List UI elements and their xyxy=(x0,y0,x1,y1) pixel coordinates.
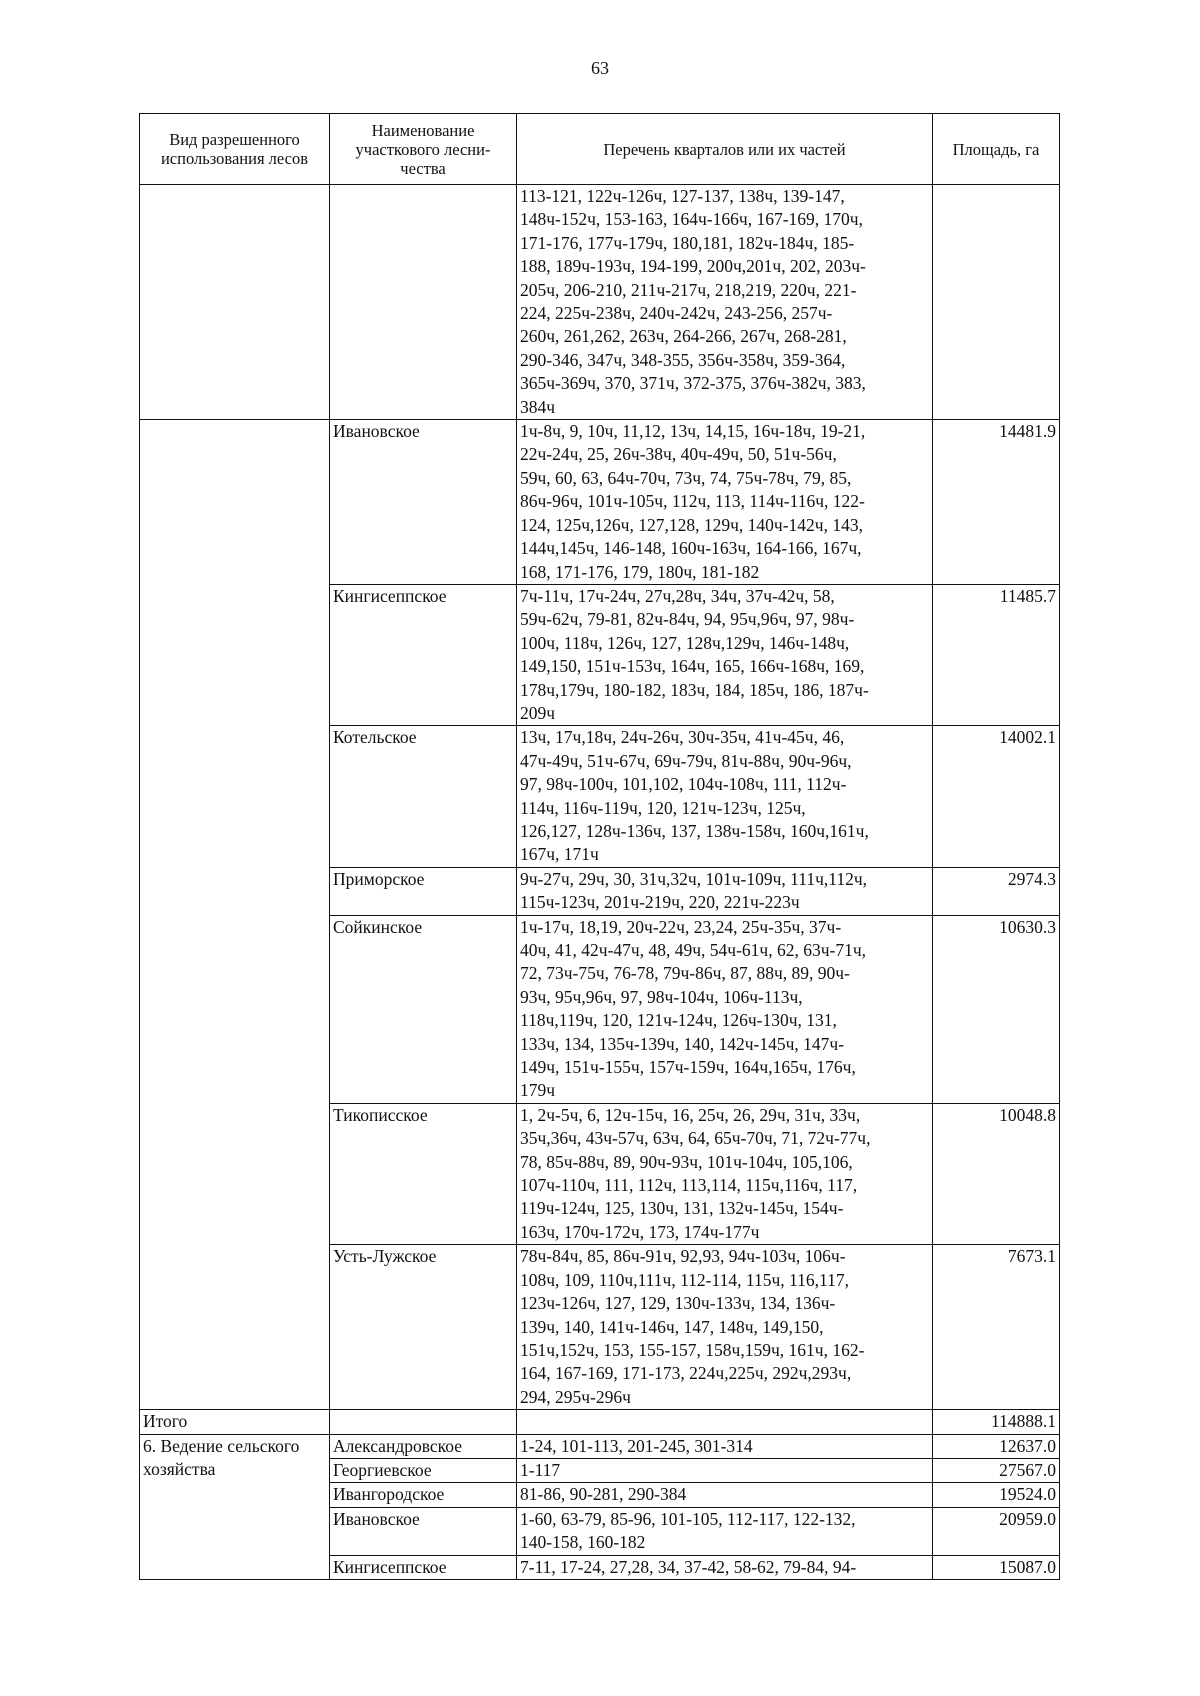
quarters-line: 113-121, 122ч-126ч, 127-137, 138ч, 139-147, xyxy=(520,186,845,206)
quarters-line: 126,127, 128ч-136ч, 137, 138ч-158ч, 160ч,161ч, xyxy=(520,820,869,841)
page-number: 63 xyxy=(591,58,609,78)
quarters-line: 140-158, 160-182 xyxy=(520,1532,646,1553)
quarters-line: 179ч xyxy=(520,1080,556,1101)
quarters-line: 164, 167-169, 171-173, 224ч,225ч, 292ч,293ч, xyxy=(520,1363,852,1384)
forest-quarters-table xyxy=(139,113,1060,1580)
quarters-line: 209ч xyxy=(520,702,556,723)
quarters-cell xyxy=(517,1555,933,1579)
quarters-line: 86ч-96ч, 101ч-105ч, 112ч, 113, 114ч-116ч, 122- xyxy=(520,491,865,512)
quarters-line: 384ч xyxy=(520,396,556,417)
quarters-cell xyxy=(517,1103,933,1244)
quarters-line: 1ч-17ч, 18,19, 20ч-22ч, 23,24, 25ч-35ч, 37ч- xyxy=(520,916,842,937)
quarters-line: 115ч-123ч, 201ч-219ч, 220, 221ч-223ч xyxy=(520,892,800,913)
total-label: Итого xyxy=(140,1410,330,1434)
quarters-line: 59ч, 60, 63, 64ч-70ч, 73ч, 74, 75ч-78ч, 79, 85, xyxy=(520,467,852,488)
header-use-type: Вид разрешенного использования лесов xyxy=(140,114,330,185)
total-row xyxy=(140,1410,1060,1434)
area-cell xyxy=(933,185,1060,420)
quarters-line: 22ч-24ч, 25, 26ч-38ч, 40ч-49ч, 50, 51ч-56ч, xyxy=(520,444,837,465)
table-row xyxy=(140,420,1060,585)
quarters-line: 107ч-110ч, 111, 112ч, 113,114, 115ч,116ч, 117, xyxy=(520,1175,858,1196)
district-cell: Ивангородское xyxy=(330,1483,517,1507)
quarters-line: 168, 171-176, 179, 180ч, 181-182 xyxy=(520,561,760,582)
quarters-line: 7ч-11ч, 17ч-24ч, 27ч,28ч, 34ч, 37ч-42ч, 58, xyxy=(520,585,835,606)
quarters-line: 1-60, 63-79, 85-96, 101-105, 112-117, 122-132, xyxy=(520,1508,856,1529)
district-cell: Ивановское xyxy=(330,1507,517,1555)
district-cell: Тикописское xyxy=(330,1103,517,1244)
quarters-line: 163ч, 170ч-172ч, 173, 174ч-177ч xyxy=(520,1221,760,1242)
quarters-line: 97, 98ч-100ч, 101,102, 104ч-108ч, 111, 112ч- xyxy=(520,774,847,795)
table-header-row xyxy=(140,114,1060,185)
quarters-line: 167ч, 171ч xyxy=(520,844,599,865)
quarters-line: 59ч-62ч, 79-81, 82ч-84ч, 94, 95ч,96ч, 97, 98ч- xyxy=(520,609,855,630)
quarters-cell xyxy=(517,915,933,1103)
quarters-cell xyxy=(517,1245,933,1410)
quarters-line: 7-11, 17-24, 27,28, 34, 37-42, 58-62, 79-84, 94- xyxy=(520,1556,857,1577)
district-cell xyxy=(330,185,517,420)
area-cell: 10048.8 xyxy=(933,1103,1060,1244)
quarters-line: 108ч, 109, 110ч,111ч, 112-114, 115ч, 116,117, xyxy=(520,1269,849,1290)
quarters-line: 139ч, 140, 141ч-146ч, 147, 148ч, 149,150, xyxy=(520,1316,824,1337)
quarters-cell xyxy=(517,867,933,915)
quarters-line: 81-86, 90-281, 290-384 xyxy=(520,1484,687,1505)
area-cell: 15087.0 xyxy=(933,1555,1060,1579)
quarters-cell xyxy=(517,185,933,420)
total-area: 114888.1 xyxy=(933,1410,1060,1434)
quarters-line xyxy=(520,1410,929,1433)
district-cell: Усть-Лужское xyxy=(330,1245,517,1410)
quarters-cell xyxy=(517,1507,933,1555)
area-cell: 7673.1 xyxy=(933,1245,1060,1410)
quarters-line: 35ч,36ч, 43ч-57ч, 63ч, 64, 65ч-70ч, 71, 72ч-77ч, xyxy=(520,1128,871,1149)
quarters-line: 118ч,119ч, 120, 121ч-124ч, 126ч-130ч, 131, xyxy=(520,1010,837,1031)
quarters-line: 260ч, 261,262, 263ч, 264-266, 267ч, 268-281, xyxy=(520,326,847,347)
quarters-line: 178ч,179ч, 180-182, 183ч, 184, 185ч, 186, 187ч- xyxy=(520,679,869,700)
quarters-line: 148ч-152ч, 153-163, 164ч-166ч, 167-169, 170ч, xyxy=(520,209,863,230)
area-cell: 27567.0 xyxy=(933,1458,1060,1482)
quarters-line: 9ч-27ч, 29ч, 30, 31ч,32ч, 101ч-109ч, 111ч,112ч, xyxy=(520,868,868,889)
quarters-line: 188, 189ч-193ч, 194-199, 200ч,201ч, 202, 203ч- xyxy=(520,256,866,277)
quarters-line: 1ч-8ч, 9, 10ч, 11,12, 13ч, 14,15, 16ч-18ч, 19-21, xyxy=(520,421,866,442)
use-type-cell xyxy=(140,420,330,1410)
district-cell: Котельское xyxy=(330,726,517,867)
quarters-line: 13ч, 17ч,18ч, 24ч-26ч, 30ч-35ч, 41ч-45ч, 46, xyxy=(520,727,845,748)
use-type-cell xyxy=(140,185,330,420)
quarters-cell xyxy=(517,1410,933,1434)
quarters-line: 123ч-126ч, 127, 129, 130ч-133ч, 134, 136ч- xyxy=(520,1293,836,1314)
district-cell: Ивановское xyxy=(330,420,517,585)
quarters-line: 119ч-124ч, 125, 130ч, 131, 132ч-145ч, 154ч- xyxy=(520,1198,844,1219)
table-row xyxy=(140,1434,1060,1458)
district-cell xyxy=(330,1410,517,1434)
quarters-line: 1, 2ч-5ч, 6, 12ч-15ч, 16, 25ч, 26, 29ч, 31ч, 33ч, xyxy=(520,1104,861,1125)
quarters-line: 93ч, 95ч,96ч, 97, 98ч-104ч, 106ч-113ч, xyxy=(520,986,803,1007)
district-cell: Кингисеппское xyxy=(330,584,517,725)
quarters-cell xyxy=(517,726,933,867)
quarters-line: 290-346, 347ч, 348-355, 356ч-358ч, 359-364, xyxy=(520,349,846,370)
quarters-line: 171-176, 177ч-179ч, 180,181, 182ч-184ч, 185- xyxy=(520,232,855,253)
quarters-line: 114ч, 116ч-119ч, 120, 121ч-123ч, 125ч, xyxy=(520,797,806,818)
table-body xyxy=(140,185,1060,1580)
quarters-line: 133ч, 134, 135ч-139ч, 140, 142ч-145ч, 147ч- xyxy=(520,1033,845,1054)
quarters-line: 224, 225ч-238ч, 240ч-242ч, 243-256, 257ч- xyxy=(520,303,833,324)
quarters-line: 47ч-49ч, 51ч-67ч, 69ч-79ч, 81ч-88ч, 90ч-96ч, xyxy=(520,750,852,771)
district-cell: Приморское xyxy=(330,867,517,915)
area-cell: 11485.7 xyxy=(933,584,1060,725)
area-cell: 14481.9 xyxy=(933,420,1060,585)
area-cell: 19524.0 xyxy=(933,1483,1060,1507)
quarters-line: 100ч, 118ч, 126ч, 127, 128ч,129ч, 146ч-148ч, xyxy=(520,632,850,653)
quarters-cell xyxy=(517,584,933,725)
quarters-line: 40ч, 41, 42ч-47ч, 48, 49ч, 54ч-61ч, 62, 63ч-71ч, xyxy=(520,940,867,960)
area-cell: 14002.1 xyxy=(933,726,1060,867)
header-area: Площадь, га xyxy=(933,114,1060,185)
header-quarters: Перечень кварталов или их частей xyxy=(517,114,933,185)
quarters-line: 124, 125ч,126ч, 127,128, 129ч, 140ч-142ч, 143, xyxy=(520,514,863,535)
quarters-line: 149,150, 151ч-153ч, 164ч, 165, 166ч-168ч, 169, xyxy=(520,656,865,677)
district-cell: Сойкинское xyxy=(330,915,517,1103)
quarters-line: 365ч-369ч, 370, 371ч, 372-375, 376ч-382ч, 383, xyxy=(520,373,866,394)
quarters-line: 149ч, 151ч-155ч, 157ч-159ч, 164ч,165ч, 176ч, xyxy=(520,1057,856,1078)
table-row xyxy=(140,185,1060,420)
district-cell: Кингисеппское xyxy=(330,1555,517,1579)
quarters-line: 205ч, 206-210, 211ч-217ч, 218,219, 220ч, 221- xyxy=(520,279,857,300)
header-district: Наименование участкового лесни-чества xyxy=(330,114,517,185)
area-cell: 2974.3 xyxy=(933,867,1060,915)
quarters-line: 294, 295ч-296ч xyxy=(520,1386,631,1407)
area-cell: 12637.0 xyxy=(933,1434,1060,1458)
district-cell: Александровское xyxy=(330,1434,517,1458)
quarters-line: 78, 85ч-88ч, 89, 90ч-93ч, 101ч-104ч, 105,106, xyxy=(520,1151,853,1172)
quarters-line: 1-117 xyxy=(520,1459,561,1480)
area-cell: 10630.3 xyxy=(933,915,1060,1103)
quarters-cell xyxy=(517,420,933,585)
area-cell: 20959.0 xyxy=(933,1507,1060,1555)
quarters-cell xyxy=(517,1458,933,1482)
quarters-line: 78ч-84ч, 85, 86ч-91ч, 92,93, 94ч-103ч, 106ч- xyxy=(520,1246,846,1267)
quarters-line: 144ч,145ч, 146-148, 160ч-163ч, 164-166, 167ч, xyxy=(520,538,862,559)
district-cell: Георгиевское xyxy=(330,1458,517,1482)
quarters-line: 1-24, 101-113, 201-245, 301-314 xyxy=(520,1435,753,1456)
quarters-line: 151ч,152ч, 153, 155-157, 158ч,159ч, 161ч, 162- xyxy=(520,1339,865,1360)
use-type-cell: 6. Ведение сельского хозяйства xyxy=(140,1434,330,1579)
quarters-cell xyxy=(517,1434,933,1458)
quarters-cell xyxy=(517,1483,933,1507)
quarters-line: 72, 73ч-75ч, 76-78, 79ч-86ч, 87, 88ч, 89, 90ч- xyxy=(520,963,850,984)
